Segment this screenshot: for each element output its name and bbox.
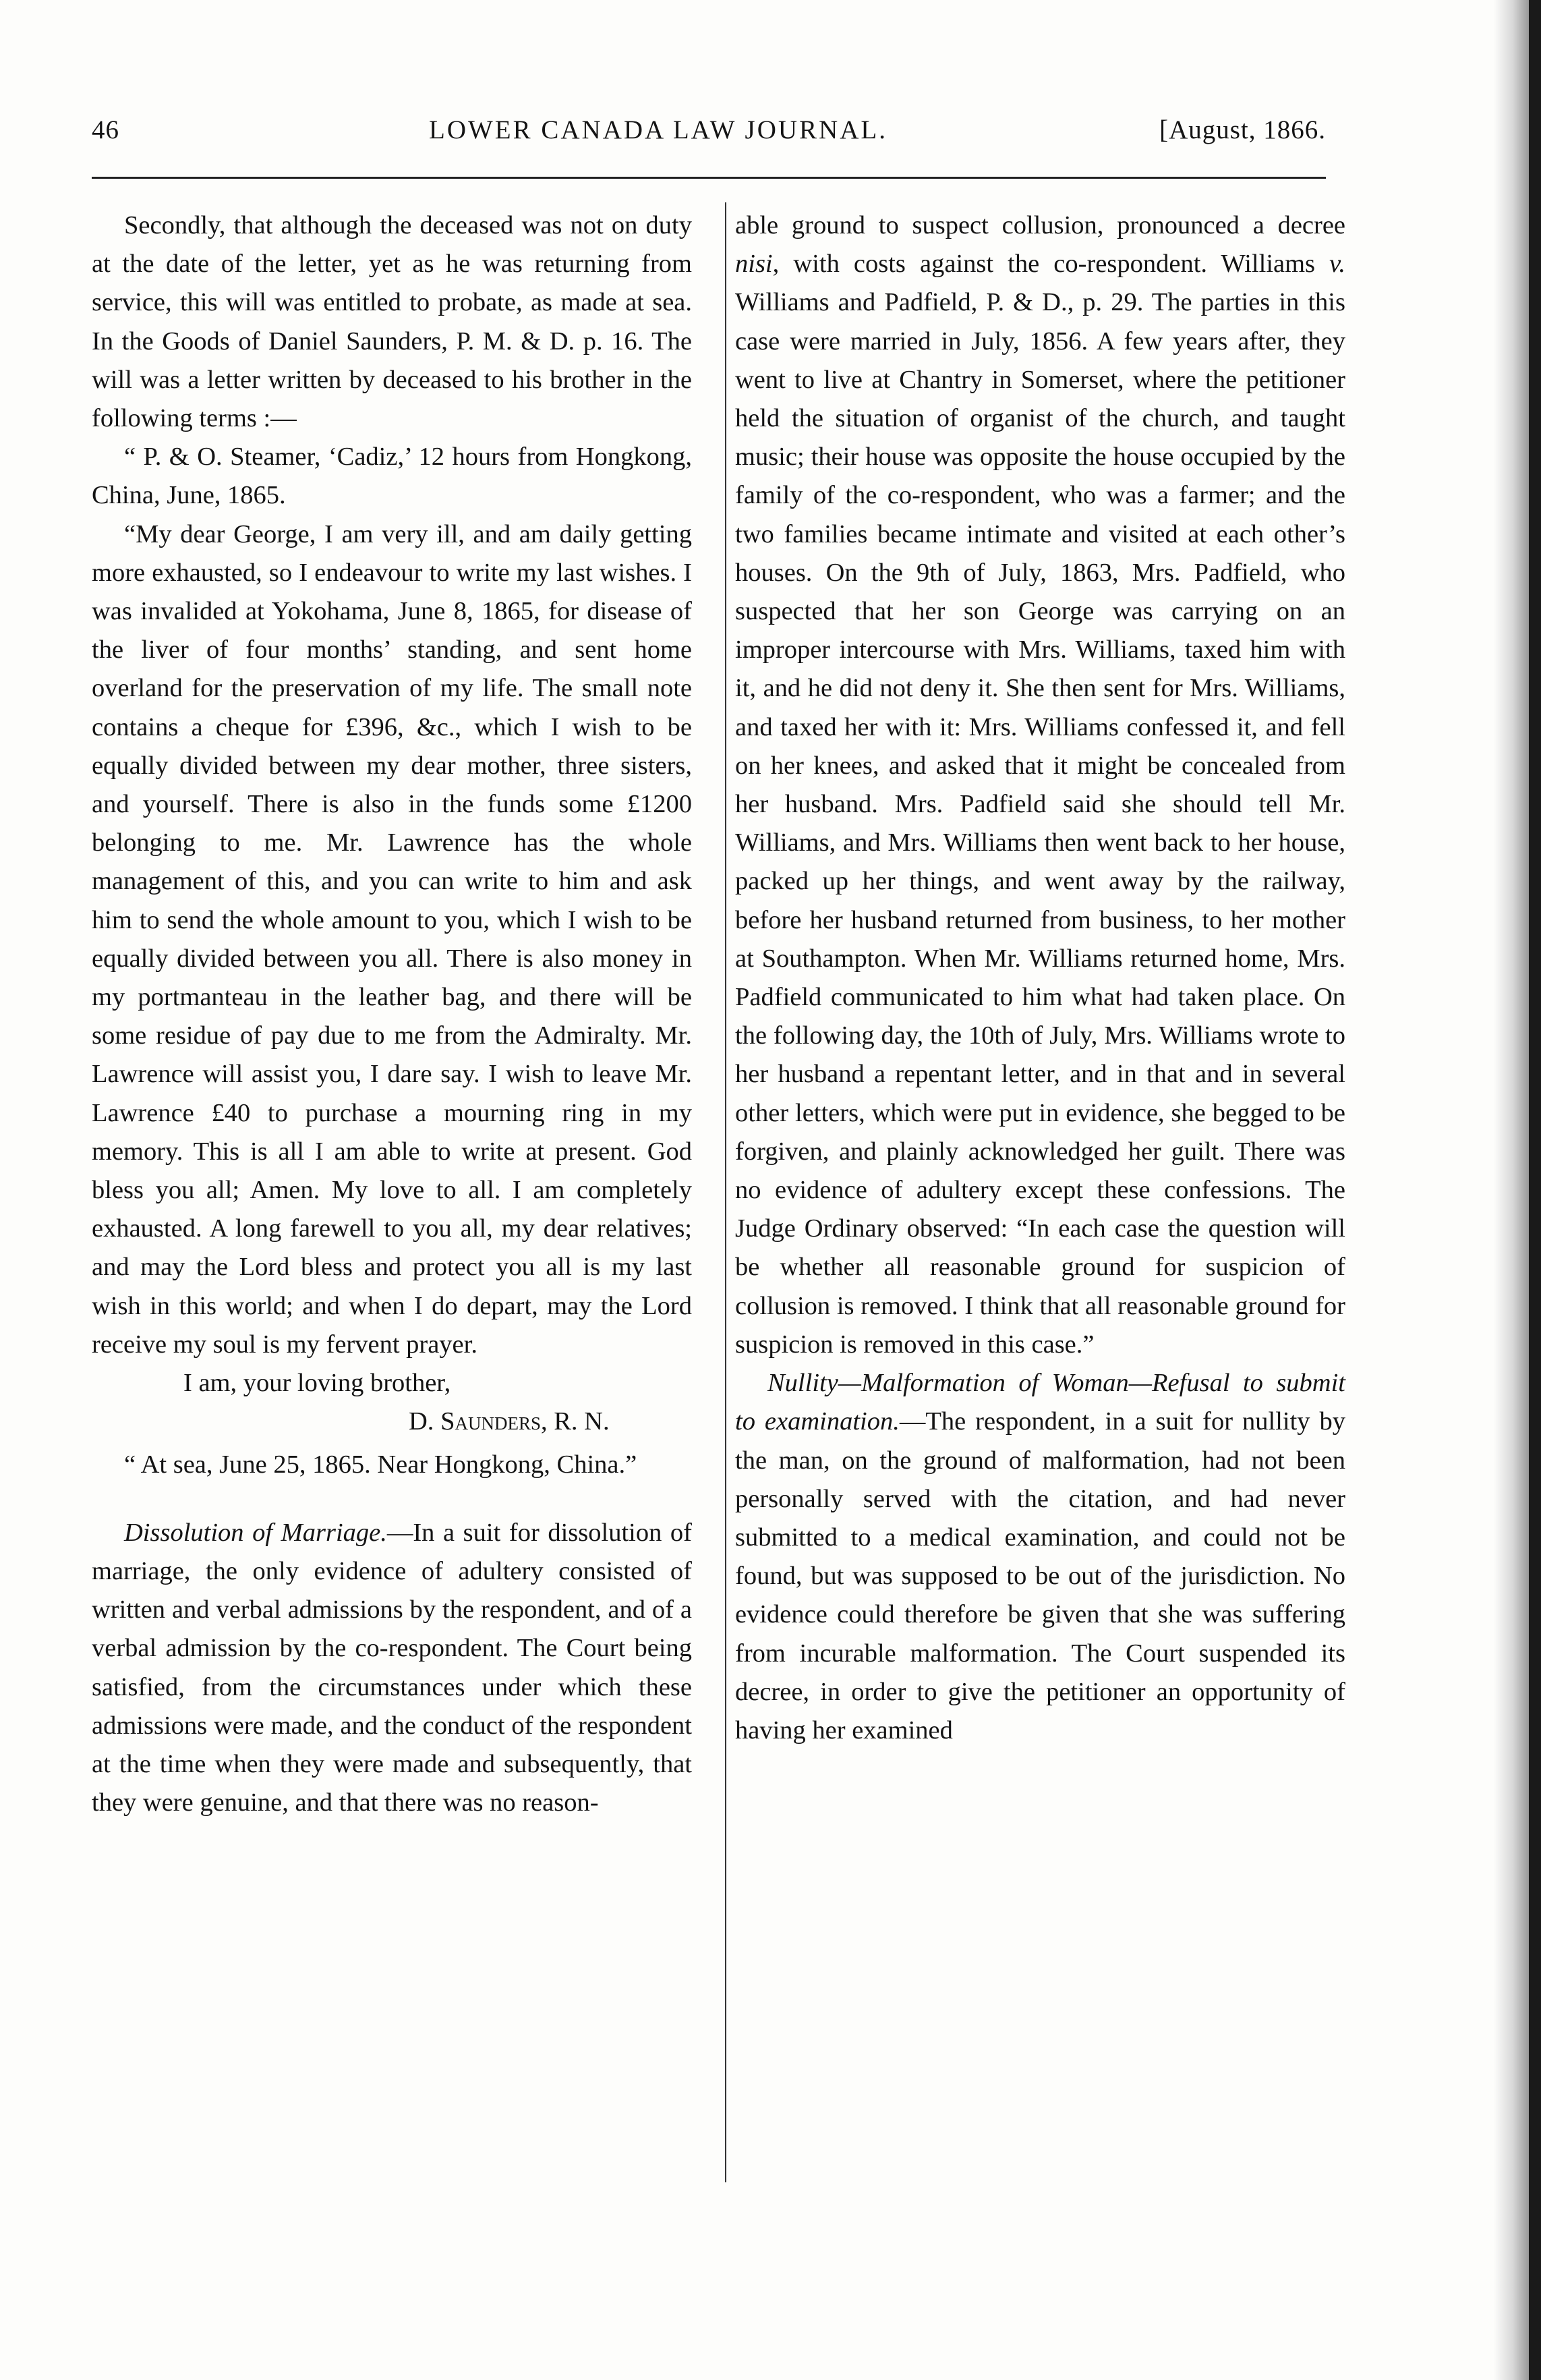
paragraph-secondly: Secondly, that although the deceased was not on duty at the date of the letter, yet as he was returning from service, this will was entitled to probate, as made at sea. In the Goods of Daniel Saunders, P. M. & D. p. 16. The will was a letter written by deceased to his brother in the following terms :— — [92, 211, 692, 433]
paragraph-nullity — [735, 1364, 1345, 1750]
continuation-text-c: Williams and Padfield, P. & D., p. 29. The parties in this case were married in July, 1856. A few years after, they went to live at Chantry in Somerset, where the petitioner held the situation of organist of the church, and taught music; their house was opposite the house occupied by the family of the co-respondent, who was a farmer; and the two families became intimate and visited at each other’s houses. On the 9th of July, 1863, Mrs. Padfield, who suspected that her son George was carrying on an improper intercourse with Mrs. Williams, taxed him with it, and he did not deny it. She then sent for Mrs. Williams, and taxed her with it: Mrs. Williams confessed it, and fell on her knees, and asked that it might be concealed from her husband. Mrs. Padfield said she should tell Mr. Williams, and Mrs. Williams then went back to her house, packed up her things, and went away by the railway, before her husband returned from business, to her mother at Southampton. When Mr. Williams returned home, Mrs. Padfield communicated to him what had taken place. On the following day, the 10th of July, Mrs. Williams wrote to her husband a repentant letter, and in that and in several other letters, which were put in evidence, she begged to be forgiven, and plainly acknowledged her guilt. There was no evidence of adultery except these confessions. The Judge Ordinary observed: “In each case the question will be whether all reasonable ground for suspicion of collusion is removed. I think that all reasonable ground for suspicion is removed in this case.” — [735, 288, 1345, 1359]
section-heading-nullity: Nullity—Malformation of Woman—Refusal to submit to examination. — [735, 1369, 1345, 1436]
signature-rank: , R. N. — [541, 1407, 610, 1436]
letter-signoff: I am, your loving brother, — [183, 1369, 451, 1398]
column-divider — [725, 202, 726, 2182]
letter-signature — [92, 1402, 692, 1441]
page-number: 46 — [92, 115, 119, 144]
case-versus: v. — [1329, 250, 1345, 279]
signature-initial: D. — [409, 1407, 434, 1436]
nullity-body: —The respondent, in a suit for nullity by the man, on the ground of malformation, had not been personally served with the citation, and had never submitted to a medical examination, and could not be found, but was supposed to be out of the jurisdiction. No evidence could therefore be given that she was suffering from incurable malformation. The Court suspended its decree, in order to give the petitioner an opportunity of having her examined — [735, 1407, 1345, 1745]
letter-heading: “ P. & O. Steamer, ‘Cadiz,’ 12 hours from Hongkong, China, June, 1865. — [92, 443, 692, 510]
continuation-text-b: , with costs against the co-respondent. Williams — [772, 250, 1330, 279]
paragraph-continuation — [735, 206, 1345, 1364]
issue-date: [August, 1866. — [1159, 115, 1326, 144]
header-rule — [92, 177, 1326, 179]
right-column — [735, 206, 1345, 1750]
letter-dateline: “ At sea, June 25, 1865. Near Hongkong, China.” — [124, 1450, 637, 1479]
signature-name: Saunders — [440, 1407, 541, 1436]
journal-title: LOWER CANADA LAW JOURNAL. — [429, 115, 888, 144]
binding-edge — [1529, 0, 1541, 2380]
paragraph-dissolution — [92, 1514, 692, 1823]
dissolution-body: —In a suit for dissolution of marriage, the only evidence of adultery consisted of written and verbal admissions by the respondent, and of a verbal admission by the co-respondent. The Court being satisfied, from the circumstances under which these admissions were made, and the conduct of the respondent at the time when they were made and subsequently, that they were genuine, and that there was no reason- — [92, 1518, 692, 1817]
left-column — [92, 206, 692, 1822]
letter-body: “My dear George, I am very ill, and am daily getting more exhausted, so I endeavour to write my last wishes. I was invalided at Yokohama, June 8, 1865, for disease of the liver of four months’ standing, and sent home overland for the preservation of my life. The small note contains a cheque for £396, &c., which I wish to be equally divided between my dear mother, three sisters, and yourself. There is also in the funds some £1200 belonging to me. Mr. Lawrence has the whole management of this, and you can write to him and ask him to send the whole amount to you, which I wish to be equally divided between you all. There is also money in my portmanteau in the leather bag, and there will be some residue of pay due to me from the Admiralty. Mr. Lawrence will assist you, I dare say. I wish to leave Mr. Lawrence £40 to purchase a mourning ring in my memory. This is all I am able to write at present. God bless you all; Amen. My love to all. I am completely exhausted. A long farewell to you all, my dear relatives; and may the Lord bless and protect you all is my last wish in this world; and when I do depart, may the Lord receive my soul is my fervent prayer. — [92, 519, 692, 1359]
running-head — [92, 115, 1326, 155]
section-heading-dissolution: Dissolution of Marriage. — [124, 1518, 387, 1547]
continuation-text-a: able ground to suspect collusion, pronounced a decree — [735, 211, 1345, 239]
term-nisi: nisi — [735, 250, 773, 279]
